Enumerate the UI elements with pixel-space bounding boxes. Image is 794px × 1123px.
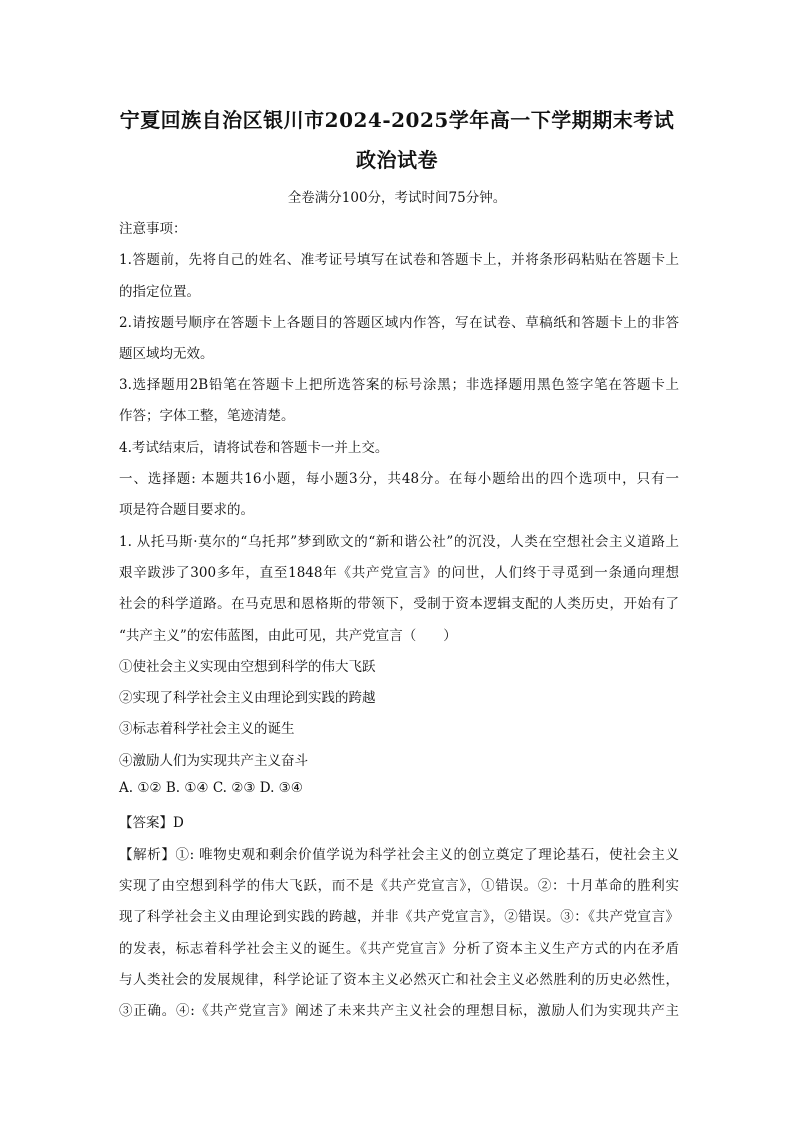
question-1-explanation-line-4: 的发表，标志着科学社会主义的诞生。《共产党宣言》分析了资本主义生产方式的内在矛盾 [119,941,679,957]
exam-title-line1: 宁夏回族自治区银川市2024-2025学年高一下学期期末考试 [119,108,675,132]
question-1-choices: A. ①② B. ①④ C. ②③ D. ③④ [119,780,303,796]
note-item-2-line-1: 2.请按题号顺序在答题卡上各题目的答题区域内作答，写在试卷、草稿纸和答题卡上的非答 [119,315,679,331]
note-item-3-line-1: 3.选择题用2B铅笔在答题卡上把所选答案的标号涂黑；非选择题用黑色签字笔在答题卡上 [119,377,679,393]
note-item-2-line-2: 题区域均无效。 [119,346,214,362]
exam-subtitle: 全卷满分100分，考试时间75分钟。 [287,190,507,206]
question-1-explanation-line-1: 【解析】①: 唯物史观和剩余价值学说为科学社会主义的创立奠定了理论基石，使社会主义 [119,847,679,863]
question-1-option-2: ②实现了科学社会主义由理论到实践的跨越 [119,690,376,706]
question-1-explanation-line-2: 实现了由空想到科学的伟大飞跃，而不是《共产党宣言》，①错误。②：十月革命的胜利实 [119,878,679,894]
question-1-stem-line-1: 1. 从托马斯·莫尔的“乌托邦”梦到欧文的“新和谐公社”的沉没，人类在空想社会主义道路上 [119,534,679,550]
note-item-1-line-2: 的指定位置。 [119,284,200,300]
question-1-explanation-line-6: ③正确。④:《共产党宣言》阐述了未来共产主义社会的理想目标，激励人们为实现共产主 [119,1003,679,1019]
question-1-stem-line-3: 社会的科学道路。在马克思和恩格斯的带领下，受制于资本逻辑支配的人类历史，开始有了 [119,596,679,612]
question-1-answer: 【答案】D [119,815,184,831]
question-1-option-3: ③标志着科学社会主义的诞生 [119,721,295,737]
question-1-option-4: ④激励人们为实现共产主义奋斗 [119,753,308,769]
question-1-stem-line-4: “共产主义”的宏伟蓝图，由此可见，共产党宣言（ ） [119,628,457,644]
question-1-explanation-line-5: 与人类社会的发展规律，科学论证了资本主义必然灭亡和社会主义必然胜利的历史必然性， [119,972,679,988]
question-1-explanation-line-3: 现了科学社会主义由理论到实践的跨越，并非《共产党宣言》，②错误。③：《共产党宣言》 [119,909,679,925]
notes-heading: 注意事项： [119,221,187,237]
note-item-4: 4.考试结束后，请将试卷和答题卡一并上交。 [119,440,389,456]
section-heading-line-1: 一、选择题: 本题共16小题，每小题3分，共48分。在每小题给出的四个选项中，只有一 [119,471,679,487]
section-heading-line-2: 项是符合题目要求的。 [119,502,254,518]
exam-title-line2: 政治试卷 [356,148,438,172]
note-item-1-line-1: 1.答题前，先将自己的姓名、准考证号填写在试卷和答题卡上，并将条形码粘贴在答题卡上 [119,252,679,268]
question-1-option-1: ①使社会主义实现由空想到科学的伟大飞跃 [119,659,376,675]
question-1-stem-line-2: 艰辛跋涉了300多年，直至1848年《共产党宣言》的问世，人们终于寻觅到一条通向理想 [119,565,679,581]
note-item-3-line-2: 作答；字体工整，笔迹清楚。 [119,408,295,424]
